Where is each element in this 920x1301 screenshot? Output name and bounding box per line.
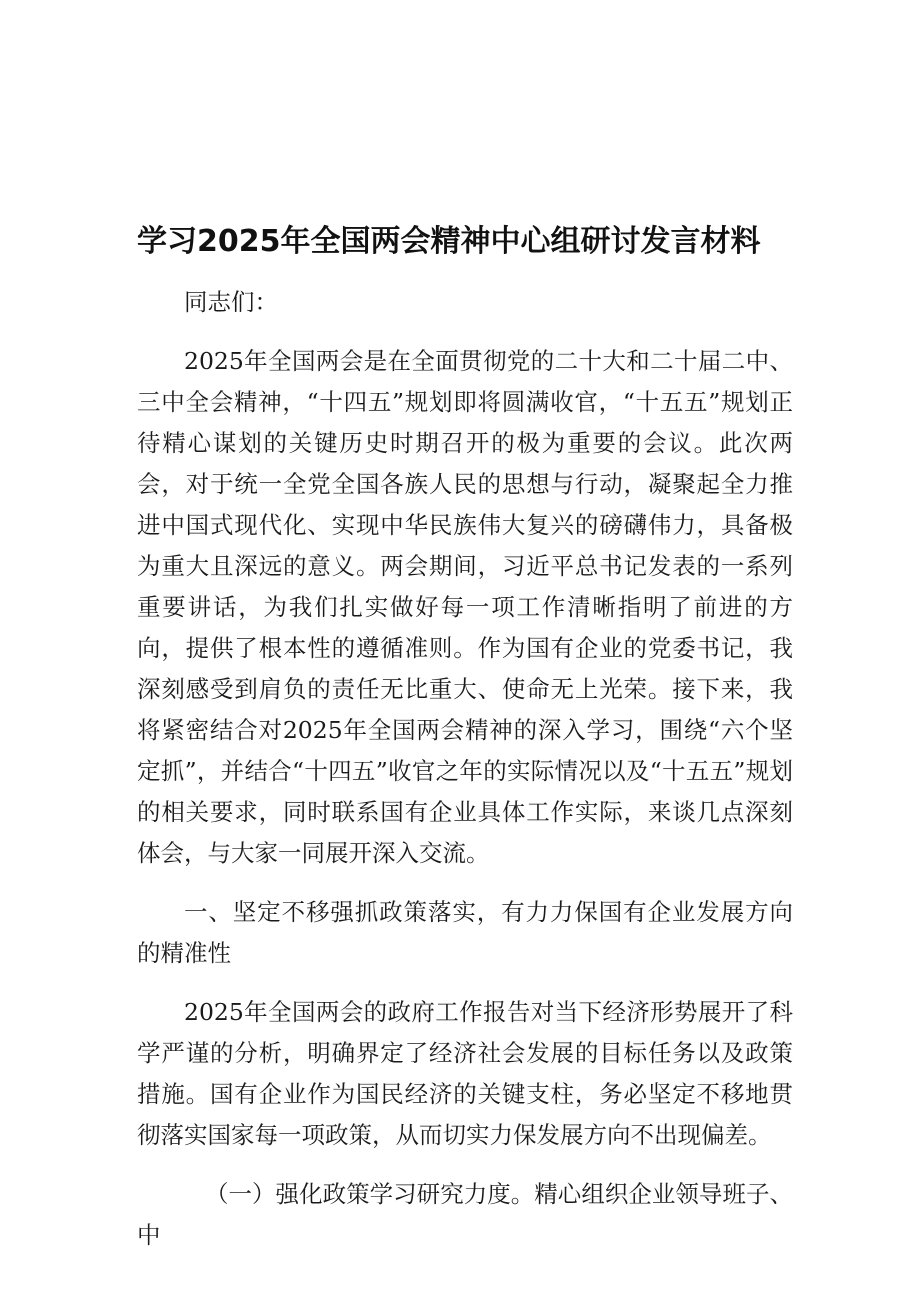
section-heading-1: 一、坚定不移强抓政策落实，有力力保国有企业发展方向的精准性 bbox=[137, 898, 793, 967]
paragraph-section-1: 2025年全国两会的政府工作报告对当下经济形势展开了科学严谨的分析，明确界定了经济社会发展的目标任务以及政策措施。国有企业作为国民经济的关键支柱，务必坚定不移地贯彻落实国家每一项政策，从而切实力保发展方向不出现偏差。 bbox=[137, 998, 793, 1149]
paragraph-intro: 2025年全国两会是在全面贯彻党的二十大和二十届二中、三中全会精神，“十四五”规划即将圆满收官，“十五五”规划正待精心谋划的关键历史时期召开的极为重要的会议。此次两会，对于统一全党全国各族人民的思想与行动，凝聚起全力推进中国式现代化、实现中华民族伟大复兴的磅礴伟力，具备极为重大且深远的意义。两会期间，习近平总书记发表的一系列重要讲话，为我们扎实做好每一项工作清晰指明了前进的方向，提供了根本性的遵循准则。作为国有企业的党委书记，我深刻感受到肩负的责任无比重大、使命无上光荣。接下来，我将紧密结合对2025年全国两会精神的深入学习，围绕“六个坚定抓”，并结合“十四五”收官之年的实际情况以及“十五五”规划的相关要求，同时联系国有企业具体工作实际，来谈几点深刻体会，与大家一同展开深入交流。 bbox=[137, 347, 793, 867]
document-title: 学习2025年全国两会精神中心组研讨发言材料 bbox=[137, 224, 761, 259]
subsection-heading-1: （一）强化政策学习研究力度。精心组织企业领导班子、中 bbox=[137, 1180, 793, 1249]
document-body bbox=[137, 282, 793, 1256]
greeting: 同志们： bbox=[184, 288, 278, 316]
